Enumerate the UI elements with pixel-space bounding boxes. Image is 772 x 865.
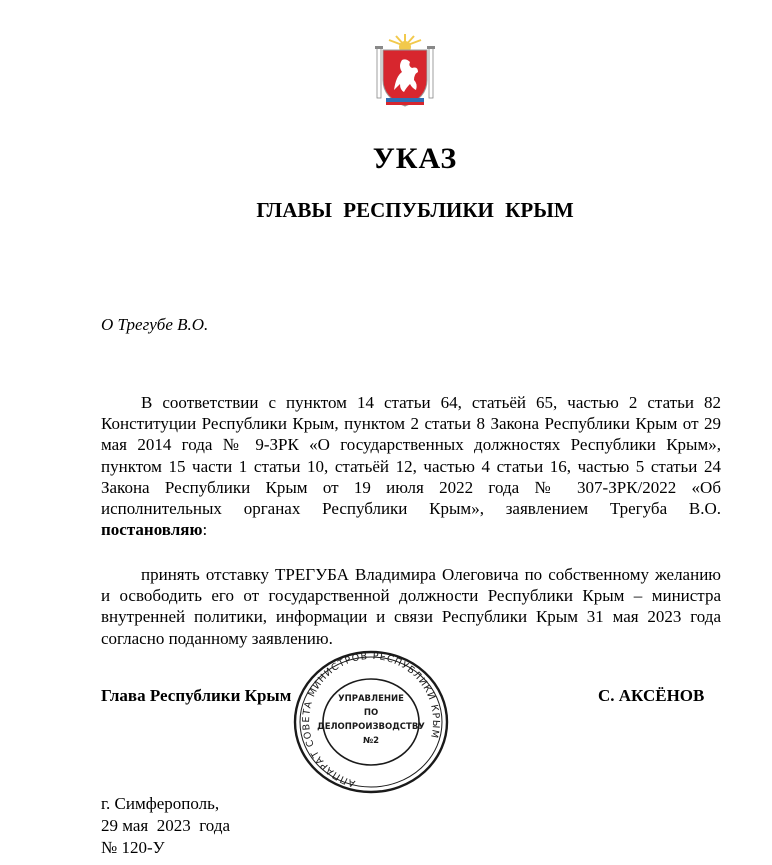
document-number: № 120-У [101, 838, 165, 857]
svg-text:ДЕЛОПРОИЗВОДСТВУ: ДЕЛОПРОИЗВОДСТВУ [317, 722, 425, 732]
issue-date: 29 мая 2023 года [101, 816, 231, 835]
decision-paragraph [101, 564, 721, 649]
document-footer [101, 793, 230, 859]
resolution-keyword: постановляю [101, 520, 203, 540]
document-subtitle: ГЛАВЫ РЕСПУБЛИКИ КРЫМ [256, 198, 574, 222]
preamble-colon: : [202, 520, 208, 540]
document-subject: О Трегубе В.О. [101, 315, 209, 334]
svg-text:УПРАВЛЕНИЕ: УПРАВЛЕНИЕ [338, 694, 404, 704]
svg-text:АППАРАТ СОВЕТА МИНИСТРОВ РЕСПУ: АППАРАТ СОВЕТА МИНИСТРОВ РЕСПУБЛИКИ КРЫМ [300, 650, 442, 789]
svg-text:№2: №2 [362, 736, 380, 746]
preamble-paragraph [101, 392, 721, 540]
crimea-coat-of-arms-icon [374, 32, 436, 108]
issue-place: г. Симферополь, [101, 794, 220, 813]
preamble-text: В соответствии с пунктом 14 статьи 64, статьёй 65, частью 2 статьи 82 Конституции Республики Крым, пунктом 2 статьи 8 Закона Республики Крым от 29 мая 2014 года № 9-ЗРК «О государственных должностях Республики Крым», пунктом 15 части 1 статьи 10, статьёй 12, частью 4 статьи 16, частью 5 статьи 24 Закона Республики Крым от 19 июля 2022 года № 307-ЗРК/2022 «Об исполнительных органах Республики Крым», заявлением Трегуба В.О. [101, 393, 721, 519]
svg-text:ПО: ПО [363, 708, 379, 718]
document-title: УКАЗ [372, 142, 458, 175]
signatory-name: С. АКСЁНОВ [598, 686, 705, 705]
official-stamp [292, 649, 450, 795]
decision-text: принять отставку ТРЕГУБА Владимира Олеговича по собственному желанию и освободить его от государственной должности Республики Крым – министра внутренней политики, информации и связи Республики Крым 31 мая 2023 года согласно поданному заявлению. [101, 565, 721, 648]
signatory-title: Глава Республики Крым [101, 686, 292, 705]
